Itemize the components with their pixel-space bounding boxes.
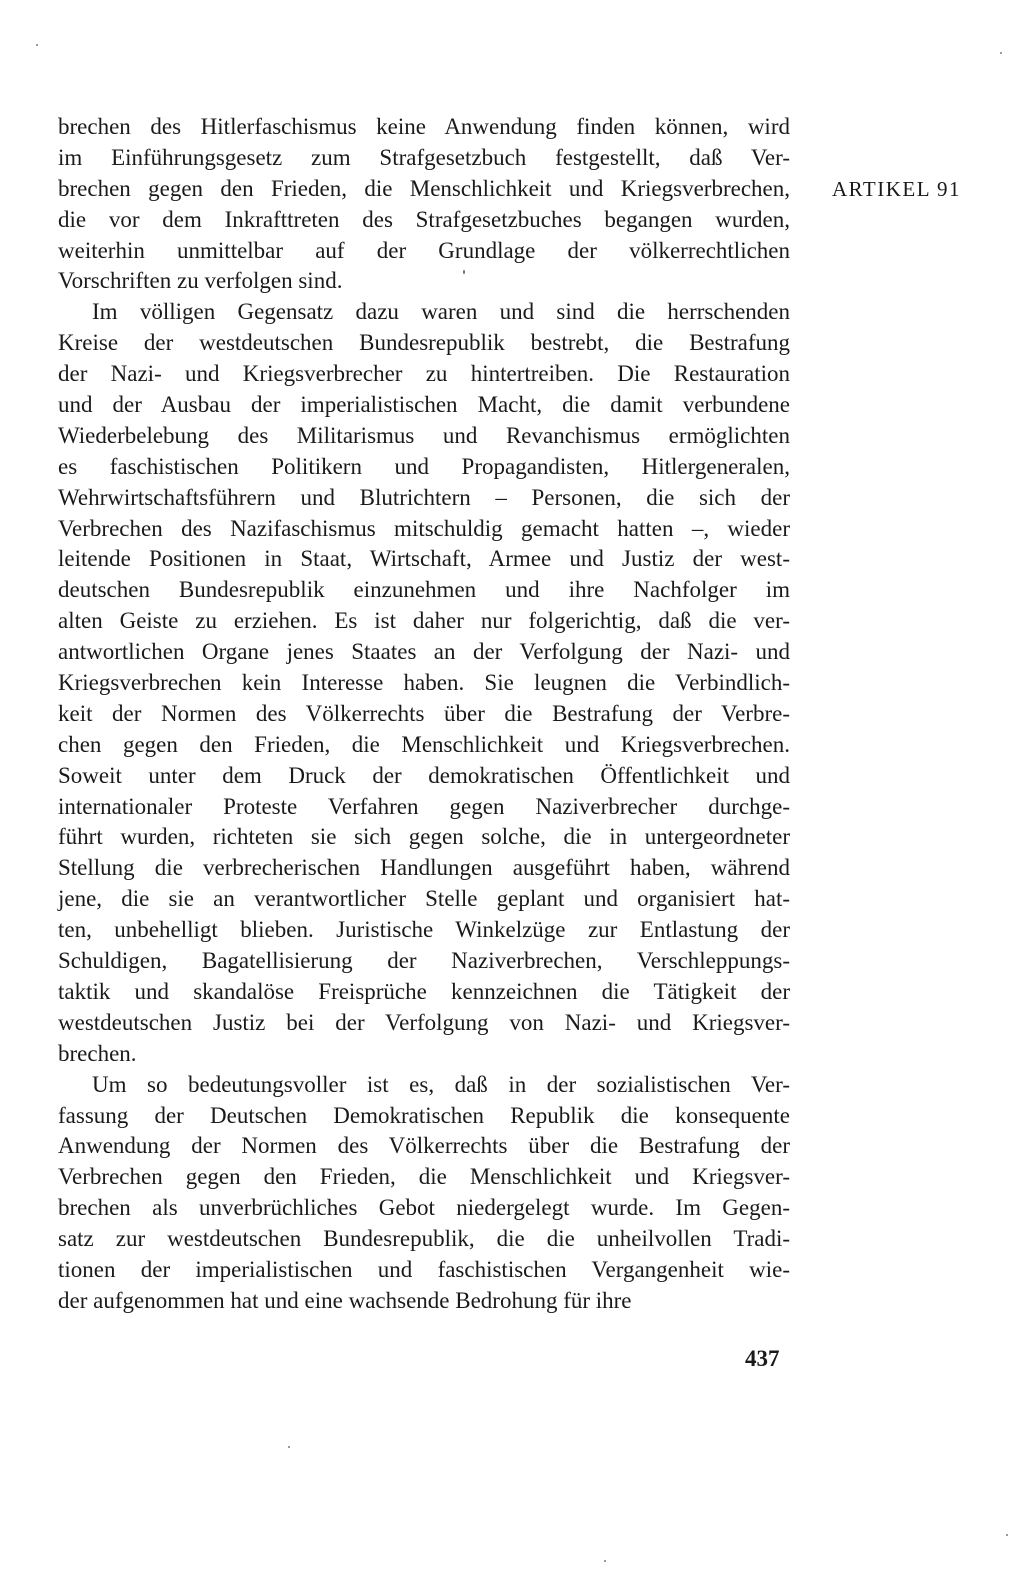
text-line: Verbrechen des Nazifaschismus mitschuldig gemacht hatten –, wieder <box>58 515 790 541</box>
marginal-article-note: ARTIKEL 91 <box>832 177 962 201</box>
text-line: alten Geiste zu erziehen. Es ist daher nur folgerichtig, daß die ver- <box>58 608 790 634</box>
text-line: Anwendung der Normen des Völkerrechts über die Bestrafung der <box>58 1133 790 1159</box>
text-line: westdeutschen Justiz bei der Verfolgung von Nazi- und Kriegsver- <box>58 1009 790 1035</box>
text-line: weiterhin unmittelbar auf der Grundlage der völkerrechtlichen <box>58 237 790 263</box>
text-line: satz zur westdeutschen Bundesrepublik, die die unheilvollen Tradi- <box>58 1226 790 1252</box>
text-line: Um so bedeutungsvoller ist es, daß in der sozialistischen Ver- <box>92 1071 790 1097</box>
text-line: ten, unbehelligt blieben. Juristische Winkelzüge zur Entlastung der <box>58 917 790 943</box>
text-line: und der Ausbau der imperialistischen Macht, die damit verbundene <box>58 392 790 418</box>
text-line: deutschen Bundesrepublik einzunehmen und ihre Nachfolger im <box>58 577 790 603</box>
text-line: tionen der imperialistischen und faschistischen Vergangenheit wie- <box>58 1256 790 1282</box>
scan-speck <box>36 44 38 46</box>
text-line: fassung der Deutschen Demokratischen Republik die konsequente <box>58 1102 790 1128</box>
text-line: führt wurden, richteten sie sich gegen solche, die in untergeordneter <box>58 824 790 850</box>
text-line: Verbrechen gegen den Frieden, die Menschlichkeit und Kriegsver- <box>58 1164 790 1190</box>
text-line: brechen. <box>58 1040 137 1066</box>
text-line: taktik und skandalöse Freisprüche kennzeichnen die Tätigkeit der <box>58 978 790 1004</box>
text-line: internationaler Proteste Verfahren gegen Naziverbrecher durchge- <box>58 793 790 819</box>
text-line: Im völligen Gegensatz dazu waren und sind die herrschenden <box>92 299 790 325</box>
text-line: brechen des Hitlerfaschismus keine Anwendung finden können, wird <box>58 114 790 139</box>
scan-speck <box>463 270 465 274</box>
text-line: Vorschriften zu verfolgen sind. <box>58 268 343 294</box>
paragraph <box>58 1070 790 1317</box>
text-line: antwortlichen Organe jenes Staates an der Verfolgung der Nazi- und <box>58 639 790 665</box>
text-line: die vor dem Inkrafttreten des Strafgesetzbuches begangen wurden, <box>58 206 790 232</box>
body-text <box>58 112 790 1317</box>
text-line: der Nazi- und Kriegsverbrecher zu hintertreiben. Die Restauration <box>58 361 790 387</box>
text-line: Schuldigen, Bagatellisierung der Naziverbrechen, Verschleppungs- <box>58 948 790 974</box>
text-line: brechen gegen den Frieden, die Menschlichkeit und Kriegsverbrechen, <box>58 175 790 201</box>
text-line: Kreise der westdeutschen Bundesrepublik bestrebt, die Bestrafung <box>58 330 790 356</box>
text-line: der aufgenommen hat und eine wachsende Bedrohung für ihre <box>58 1287 632 1313</box>
text-line: keit der Normen des Völkerrechts über die Bestrafung der Verbre- <box>58 700 790 726</box>
text-line: leitende Positionen in Staat, Wirtschaft, Armee und Justiz der west- <box>58 546 790 572</box>
scan-speck <box>1000 52 1002 54</box>
text-line: jene, die sie an verantwortlicher Stelle geplant und organisiert hat- <box>58 886 790 912</box>
paragraph <box>58 112 790 297</box>
scan-speck <box>604 1560 606 1562</box>
scan-speck <box>288 1446 290 1448</box>
text-line: es faschistischen Politikern und Propagandisten, Hitlergeneralen, <box>58 453 790 479</box>
scan-speck <box>1006 1534 1008 1536</box>
text-line: Stellung die verbrecherischen Handlungen ausgeführt haben, während <box>58 855 790 881</box>
text-line: brechen als unverbrüchliches Gebot niedergelegt wurde. Im Gegen- <box>58 1195 790 1221</box>
text-line: Wiederbelebung des Militarismus und Revanchismus ermöglichten <box>58 422 790 448</box>
text-line: Kriegsverbrechen kein Interesse haben. Sie leugnen die Verbindlich- <box>58 670 790 696</box>
page-number: 437 <box>745 1346 780 1371</box>
text-line: chen gegen den Frieden, die Menschlichkeit und Kriegsverbrechen. <box>58 731 790 757</box>
paragraph <box>58 297 790 1069</box>
text-line: im Einführungsgesetz zum Strafgesetzbuch festgestellt, daß Ver- <box>58 144 790 170</box>
text-line: Wehrwirtschaftsführern und Blutrichtern – Personen, die sich der <box>58 484 790 510</box>
text-line: Soweit unter dem Druck der demokratischen Öffentlichkeit und <box>58 762 790 788</box>
